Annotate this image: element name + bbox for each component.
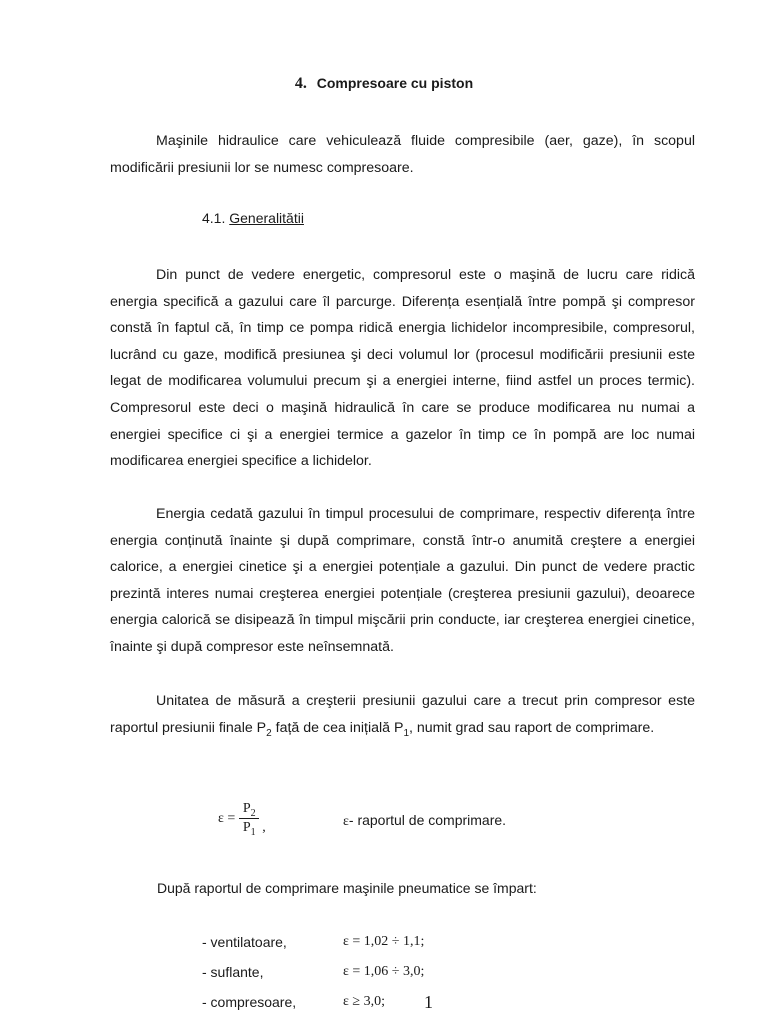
formula-symbol: ε [343,814,349,829]
ratio-text-part3: , numit grad sau raport de comprimare. [409,719,655,736]
section-title: Generalitătii [229,210,304,226]
paragraph-energy: Din punct de vedere energetic, compresorul este o maşină de lucru care ridică energia specifică a gazului care îl parcurge. Diferența esențială între pompă şi compresor constă în faptul că, în timp ce pompa ridică energia lichidelor incompresibile, compresorul, lucrând cu gaze, modifică presiunea şi deci volumul lor (procesul modificării presiunii este legat de modificarea volumului precum şi a energiei interne, fiind astfel un proces termic). Compresorul este deci o maşină hidraulică în care se produce modificarea nu numai a energiei specifice ci şi a energiei termice a gazelor în timp ce în pompă are loc numai modificarea energiei specifice a lichidelor. [110,267,695,470]
page-number: 1 [424,992,433,1012]
paragraph-energy-transfer: Energia cedată gazului în timpul procesului de comprimare, respectiv diferența între energia conținută înainte şi după comprimare, constă într-o anumită creştere a energiei calorice, a energiei cinetice şi a energiei potențiale a gazului. Din punct de vedere practic prezintă interes numai creşterea energiei potențiale (creşterea presiunii gazului), deoarece energia calorică se disipează în timpul mişcării prin conducte, iar creşterea energiei cinetice, înainte şi după compresor este neînsemnată. [110,506,695,655]
class-label-suflante: - suflante, [202,964,264,980]
class-value-compresoare: ε ≥ 3,0; [343,994,385,1009]
chapter-number: 4. [294,75,307,92]
denominator-sub: 1 [250,826,256,838]
section-number: 4.1. [202,210,226,226]
class-value-ventilatoare: ε = 1,02 ÷ 1,1; [343,934,425,949]
ratio-text-part1: Unitatea de măsură a creşterii presiunii gazului care a trecut prin compresor este raportul presiunii finale P [110,693,695,736]
formula-fraction [239,800,259,837]
chapter-title [0,75,768,93]
class-label-ventilatoare: - ventilatoare, [202,934,287,950]
ratio-sub-p2: 2 [266,727,272,739]
section-heading [202,210,304,226]
classification-intro: După raportul de comprimare maşinile pneumatice se împart: [157,880,537,896]
compression-ratio-formula [218,800,266,837]
formula-trail: , [262,819,266,835]
intro-paragraph: Maşinile hidraulice care vehiculează fluide compresibile (aer, gaze), în scopul modificării presiunii lor se numesc compresoare. [110,133,695,176]
ratio-sub-p1: 1 [403,727,409,739]
formula-description-text: - raportul de comprimare. [348,812,507,828]
formula-numerator [243,800,256,818]
denominator-symbol: P [242,820,251,835]
class-value-suflante: ε = 1,06 ÷ 3,0; [343,964,425,979]
formula-description [343,812,506,830]
numerator-symbol: P [242,801,251,816]
numerator-sub: 2 [250,807,256,819]
formula-lhs: ε = [218,810,236,826]
formula-denominator [243,819,256,837]
class-label-compresoare: - compresoare, [202,994,297,1010]
paragraph-compression-ratio [110,688,695,741]
chapter-title-text: Compresoare cu piston [316,75,474,91]
ratio-text-part2: față de cea inițială P [271,719,404,736]
